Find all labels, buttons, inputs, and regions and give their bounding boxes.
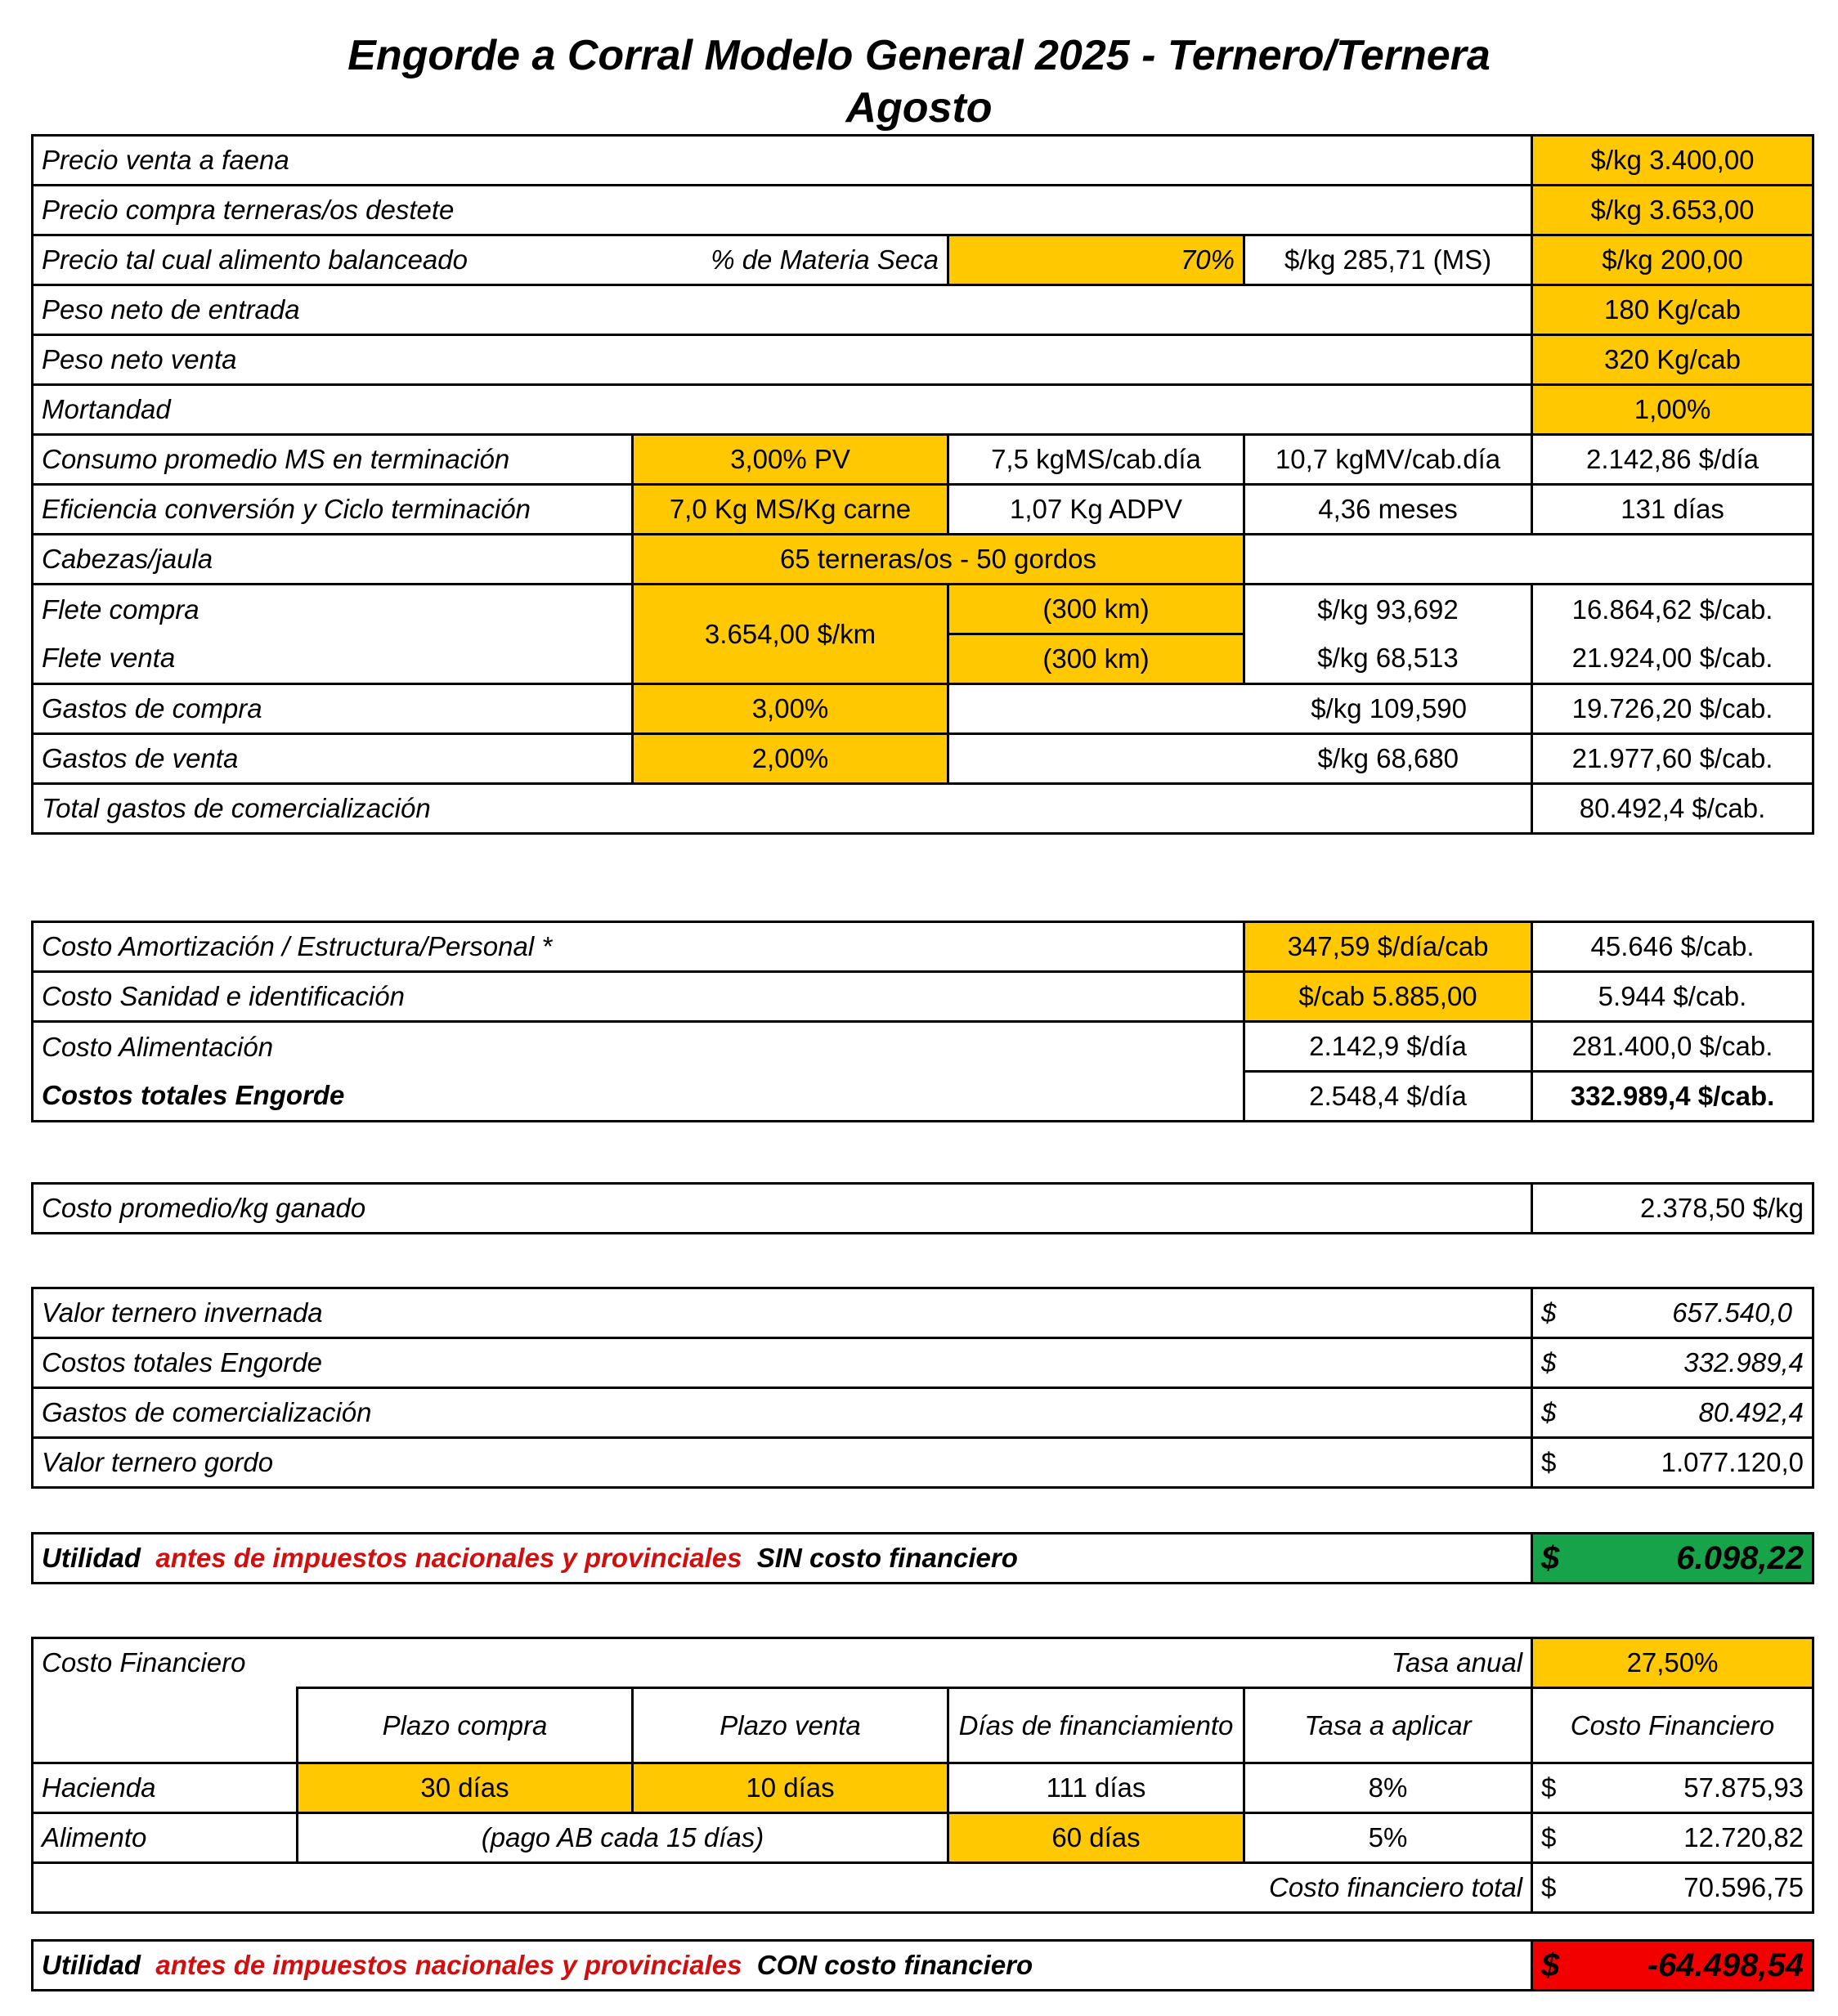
costo-financiero-total-value: 70.596,75 (1683, 1872, 1804, 1902)
utilidad-sin-label (33, 1534, 1532, 1584)
alimentacion-cab: 281.400,0 $/cab. (1532, 1022, 1813, 1072)
gastos-compra-label: Gastos de compra (33, 684, 633, 734)
total-gastos-label: Total gastos de comercialización (33, 784, 1532, 834)
precio-compra-label: Precio compra terneras/os destete (33, 186, 1532, 235)
currency-sign: $ (1541, 1297, 1557, 1328)
sanidad-input[interactable]: $/cab 5.885,00 (1244, 972, 1532, 1022)
alimentacion-dia: 2.142,9 $/día (1244, 1022, 1532, 1072)
gastos-comercializacion-value: 80.492,4 (1698, 1397, 1804, 1427)
utilidad-sin-value: 6.098,22 (1676, 1539, 1804, 1576)
header-tasa-aplicar: Tasa a aplicar (1244, 1688, 1532, 1763)
gastos-compra-cab: 19.726,20 $/cab. (1532, 684, 1813, 734)
total-gastos-value: 80.492,4 $/cab. (1532, 784, 1813, 834)
costos-totales-cab: 332.989,4 $/cab. (1532, 1072, 1813, 1122)
currency-sign: $ (1541, 1447, 1557, 1477)
params-table (31, 134, 1814, 835)
amortizacion-cab: 45.646 $/cab. (1532, 922, 1813, 972)
utilidad-prefix: Utilidad (42, 1543, 141, 1573)
peso-entrada-label: Peso neto de entrada (33, 285, 1532, 335)
flete-compra-kg: $/kg 93,692 (1244, 585, 1532, 634)
utilidad-con-table (31, 1939, 1814, 1991)
mortandad-value[interactable]: 1,00% (1532, 385, 1813, 435)
precio-venta-label: Precio venta a faena (33, 136, 1532, 186)
peso-venta-label: Peso neto venta (33, 335, 1532, 385)
peso-venta-value[interactable]: 320 Kg/cab (1532, 335, 1813, 385)
flete-venta-cab: 21.924,00 $/cab. (1532, 634, 1813, 684)
hacienda-plazo-venta[interactable]: 10 días (633, 1763, 948, 1813)
currency-sign: $ (1541, 1822, 1557, 1852)
utilidad-con-label (33, 1941, 1532, 1991)
gastos-venta-kg: $/kg 68,680 (948, 734, 1532, 784)
flete-km-price[interactable]: 3.654,00 $/km (633, 585, 948, 684)
amortizacion-dia[interactable]: 347,59 $/día/cab (1244, 922, 1532, 972)
alimentacion-label: Costo Alimentación (33, 1022, 1244, 1072)
consumo-ms: 7,5 kgMS/cab.día (948, 435, 1244, 485)
alimento-label: Precio tal cual alimento balanceado (33, 235, 633, 285)
costos-totales-dia: 2.548,4 $/día (1244, 1072, 1532, 1122)
header-plazo-venta: Plazo venta (633, 1688, 948, 1763)
hacienda-label: Hacienda (33, 1763, 298, 1813)
hacienda-plazo-compra[interactable]: 30 días (298, 1763, 633, 1813)
flete-compra-label: Flete compra (33, 585, 633, 634)
gastos-comercializacion-label: Gastos de comercialización (33, 1388, 1532, 1438)
gastos-compra-kg: $/kg 109,590 (948, 684, 1532, 734)
empty-cell (33, 1688, 298, 1763)
valor-ternero-gordo-label: Valor ternero gordo (33, 1438, 1532, 1488)
sanidad-cab: 5.944 $/cab. (1532, 972, 1813, 1022)
alimento-dias[interactable]: 60 días (948, 1813, 1244, 1863)
gastos-venta-cab: 21.977,60 $/cab. (1532, 734, 1813, 784)
cabezas-value[interactable]: 65 terneras/os - 50 gordos (633, 535, 1244, 585)
costo-promedio-value: 2.378,50 $/kg (1532, 1184, 1813, 1234)
header-plazo-compra: Plazo compra (298, 1688, 633, 1763)
page-title: Engorde a Corral Modelo General 2025 - Ternero/Ternera (347, 32, 1491, 79)
amortizacion-label: Costo Amortización / Estructura/Personal * (33, 922, 1244, 972)
peso-entrada-value[interactable]: 180 Kg/cab (1532, 285, 1813, 335)
header-dias-financiamiento: Días de financiamiento (948, 1688, 1244, 1763)
financiero-table (31, 1637, 1814, 1914)
costo-financiero-label: Costo Financiero (33, 1638, 633, 1688)
empty-cell (1244, 535, 1813, 585)
currency-sign: $ (1541, 1539, 1560, 1576)
utilidad-sin-table (31, 1532, 1814, 1584)
precio-venta-value[interactable]: $/kg 3.400,00 (1532, 136, 1813, 186)
alimento-fin-label: Alimento (33, 1813, 298, 1863)
costos-totales-engorde-value: 332.989,4 (1683, 1347, 1804, 1378)
utilidad-prefix: Utilidad (42, 1950, 141, 1980)
costos-totales-engorde-label: Costos totales Engorde (33, 1338, 1532, 1388)
adpv-value: 1,07 Kg ADPV (948, 485, 1244, 535)
currency-sign: $ (1541, 1872, 1557, 1902)
alimento-costo: 12.720,82 (1683, 1822, 1804, 1852)
valor-ternero-invernada-value: 657.540,0 (1672, 1297, 1792, 1328)
currency-sign: $ (1541, 1772, 1557, 1803)
currency-sign: $ (1541, 1347, 1557, 1378)
gastos-compra-pct[interactable]: 3,00% (633, 684, 948, 734)
eficiencia-label: Eficiencia conversión y Ciclo terminación (33, 485, 633, 535)
precio-compra-value[interactable]: $/kg 3.653,00 (1532, 186, 1813, 235)
flete-venta-label: Flete venta (33, 634, 633, 684)
costo-promedio-label: Costo promedio/kg ganado (33, 1184, 1532, 1234)
consumo-mv: 10,7 kgMV/cab.día (1244, 435, 1532, 485)
eficiencia-value[interactable]: 7,0 Kg MS/Kg carne (633, 485, 948, 535)
dias-value: 131 días (1532, 485, 1813, 535)
costos-totales-label: Costos totales Engorde (33, 1072, 1244, 1122)
alimento-tasa: 5% (1244, 1813, 1532, 1863)
materia-seca-price: $/kg 285,71 (MS) (1244, 235, 1532, 285)
currency-sign: $ (1541, 1947, 1560, 1983)
sanidad-label: Costo Sanidad e identificación (33, 972, 1244, 1022)
currency-sign: $ (1541, 1397, 1557, 1427)
alimento-nota: (pago AB cada 15 días) (298, 1813, 948, 1863)
consumo-label: Consumo promedio MS en terminación (33, 435, 633, 485)
mortandad-label: Mortandad (33, 385, 1532, 435)
page-subtitle: Agosto (845, 84, 993, 132)
gastos-venta-label: Gastos de venta (33, 734, 633, 784)
costos-table (31, 921, 1814, 1122)
resumen-table (31, 1287, 1814, 1489)
flete-compra-cab: 16.864,62 $/cab. (1532, 585, 1813, 634)
header-costo-financiero: Costo Financiero (1532, 1688, 1813, 1763)
tasa-anual-label: Tasa anual (633, 1638, 1532, 1688)
consumo-pv[interactable]: 3,00% PV (633, 435, 948, 485)
costo-financiero-total-label: Costo financiero total (33, 1863, 1532, 1913)
utilidad-con-value: -64.498,54 (1647, 1947, 1804, 1983)
cabezas-label: Cabezas/jaula (33, 535, 633, 585)
materia-seca-label: % de Materia Seca (633, 235, 948, 285)
gastos-venta-pct[interactable]: 2,00% (633, 734, 948, 784)
flete-venta-km[interactable]: (300 km) (948, 634, 1244, 684)
hacienda-dias: 111 días (948, 1763, 1244, 1813)
valor-ternero-gordo-value: 1.077.120,0 (1661, 1447, 1804, 1477)
hacienda-costo: 57.875,93 (1683, 1772, 1804, 1803)
promedio-table (31, 1182, 1814, 1234)
utilidad-impuestos-note: antes de impuestos nacionales y provinciales (155, 1543, 742, 1573)
materia-seca-value[interactable]: 70% (948, 235, 1244, 285)
utilidad-sin-suffix: SIN costo financiero (756, 1543, 1018, 1573)
utilidad-impuestos-note: antes de impuestos nacionales y provinciales (155, 1950, 742, 1980)
consumo-costo: 2.142,86 $/día (1532, 435, 1813, 485)
valor-ternero-invernada-label: Valor ternero invernada (33, 1288, 1532, 1338)
alimento-value[interactable]: $/kg 200,00 (1532, 235, 1813, 285)
hacienda-tasa: 8% (1244, 1763, 1532, 1813)
flete-compra-km[interactable]: (300 km) (948, 585, 1244, 634)
utilidad-con-suffix: CON costo financiero (756, 1950, 1033, 1980)
meses-value: 4,36 meses (1244, 485, 1532, 535)
flete-venta-kg: $/kg 68,513 (1244, 634, 1532, 684)
tasa-anual-value[interactable]: 27,50% (1532, 1638, 1813, 1688)
